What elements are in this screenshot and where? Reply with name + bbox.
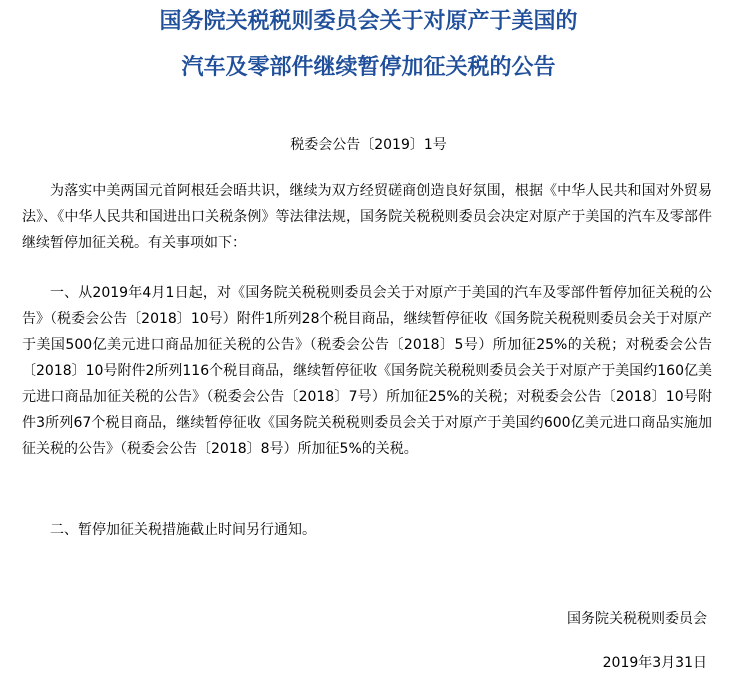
paragraph-item-1: 一、从2019年4月1日起，对《国务院关税税则委员会关于对原产于美国的汽车及零部件暂停加征关税的公告》（税委会公告〔2018〕10号）附件1所列28个税目商品，继续暂停征收《国务院关税税则委员会关于对原产于美国500亿美元进口商品加征关税的公告》（税委会公告〔2018〕5号）所加征25%的关税；对税委会公告〔2018〕10号附件2所列116个税目商品，继续暂停征收《国务院关税税则委员会关于对原产于美国约160亿美元进口商品加征关税的公告》（税委会公告〔2018〕7号）所加征25%的关税；对税委会公告〔2018〕10号附件3所列67个税目商品，继续暂停征收《国务院关税税则委员会关于对原产于美国约600亿美元进口商品实施加征关税的公告》（税委会公告〔2018〕8号）所加征5%的关税。 bbox=[22, 285, 712, 457]
signature-date: 2019年3月31日 bbox=[602, 655, 707, 671]
paragraph-intro: 为落实中美两国元首阿根廷会晤共识，继续为双方经贸磋商创造良好氛围，根据《中华人民共和国对外贸易法》、《中华人民共和国进出口关税条例》等法律法规，国务院关税税则委员会决定对原产于美国的汽车及零部件继续暂停加征关税。有关事项如下： bbox=[22, 183, 712, 251]
title-line-2: 汽车及零部件继续暂停加征关税的公告 bbox=[181, 55, 556, 80]
paragraph-item-2: 二、暂停加征关税措施截止时间另行通知。 bbox=[50, 522, 316, 538]
document-number: 税委会公告〔2019〕1号 bbox=[290, 137, 447, 153]
signature-organization: 国务院关税税则委员会 bbox=[567, 611, 707, 627]
title-line-1: 国务院关税税则委员会关于对原产于美国的 bbox=[159, 9, 578, 34]
